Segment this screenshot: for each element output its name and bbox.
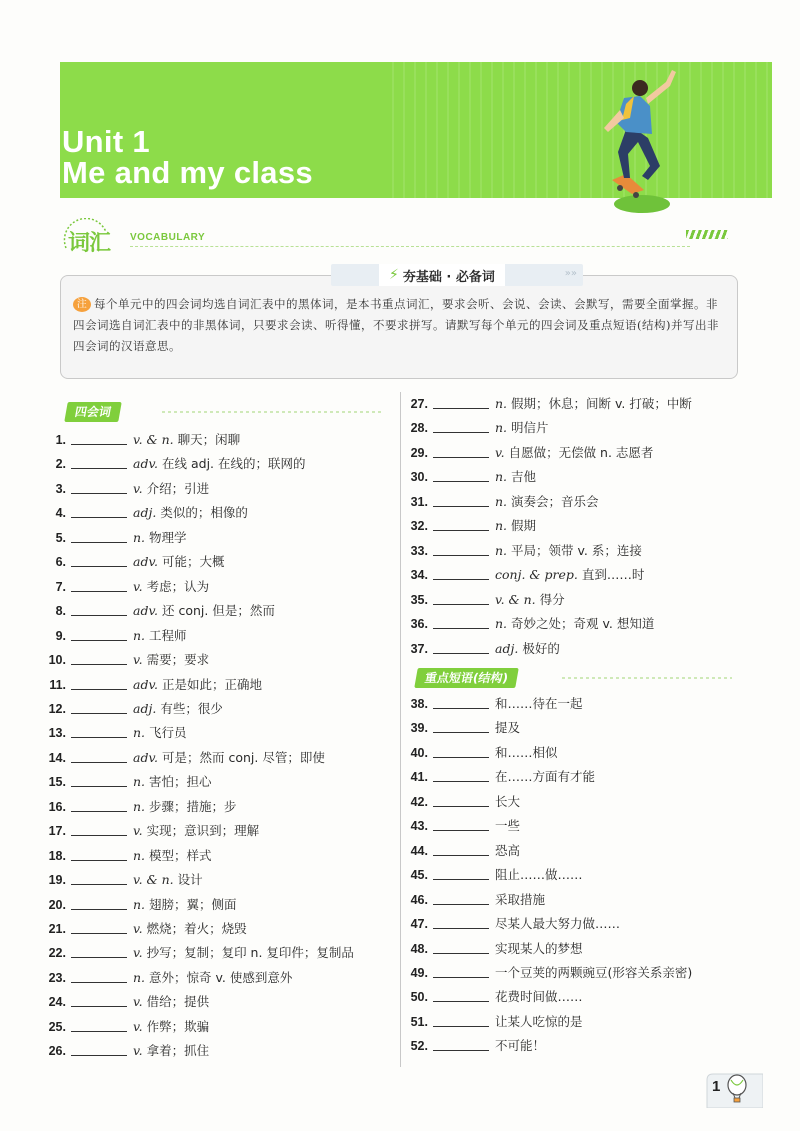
item-number: 15. (48, 775, 66, 790)
answer-blank[interactable] (71, 650, 127, 665)
answer-blank[interactable] (433, 963, 489, 978)
answer-blank[interactable] (433, 565, 489, 580)
item-number: 32. (410, 519, 428, 534)
vocab-item (40, 527, 187, 549)
item-number: 8. (55, 604, 66, 619)
phrase-item (402, 840, 520, 862)
section-tab-label-box (379, 264, 505, 286)
phrase-meaning: 恐高 (495, 842, 521, 858)
vocab-item (40, 942, 354, 964)
word-meaning: 实现；意识到；理解 (146, 823, 260, 839)
answer-blank[interactable] (433, 694, 489, 709)
item-number: 23. (48, 970, 66, 985)
part-of-speech: v. & n. (133, 432, 174, 447)
page-number: 1 (712, 1078, 721, 1095)
item-number: 19. (48, 873, 66, 888)
vocab-item (402, 589, 565, 611)
item-number: 39. (410, 721, 428, 736)
part-of-speech: adj. (133, 700, 157, 716)
answer-blank[interactable] (71, 772, 127, 787)
part-of-speech: v. (133, 994, 143, 1010)
answer-blank[interactable] (433, 841, 489, 856)
word-meaning: 作弊；欺骗 (146, 1018, 210, 1034)
section-tab-label: 夯基础 · 必备词 (402, 269, 495, 285)
phrase-item (402, 986, 583, 1008)
item-number: 29. (410, 445, 428, 460)
phrase-item (402, 815, 520, 837)
vocab-item (40, 796, 237, 818)
item-number: 14. (48, 750, 66, 765)
part-of-speech: conj. & prep. (495, 567, 578, 583)
item-number: 37. (410, 641, 428, 656)
answer-blank[interactable] (71, 1041, 127, 1056)
item-number: 41. (410, 770, 428, 785)
part-of-speech: v. (133, 1018, 143, 1034)
vocab-item (402, 638, 560, 660)
item-number: 11. (49, 677, 66, 692)
category-dash (562, 677, 732, 679)
item-number: 38. (410, 697, 428, 711)
vocab-item (40, 845, 212, 867)
item-number: 31. (410, 494, 428, 509)
item-number: 7. (55, 579, 66, 594)
answer-blank[interactable] (71, 601, 127, 616)
instruction-note-box (60, 267, 738, 379)
answer-blank[interactable] (433, 516, 489, 531)
answer-blank[interactable] (433, 614, 489, 629)
vocabulary-header (60, 218, 740, 260)
part-of-speech: v. (133, 921, 143, 936)
phrase-item (402, 693, 583, 715)
answer-blank[interactable] (433, 816, 489, 831)
answer-blank[interactable] (433, 865, 489, 880)
part-of-speech: n. (495, 518, 508, 534)
part-of-speech: n. (133, 529, 146, 545)
part-of-speech: v. (495, 444, 505, 460)
part-of-speech: v. (133, 578, 143, 594)
item-number: 5. (55, 530, 66, 545)
phrase-meaning: 花费时间做…… (495, 989, 583, 1005)
item-number: 25. (48, 1019, 66, 1034)
word-meaning: 类似的；相像的 (160, 505, 248, 521)
item-number: 4. (55, 506, 66, 521)
part-of-speech: v. & n. (495, 591, 536, 607)
part-of-speech: adv. (133, 603, 159, 619)
word-meaning: 演奏会；音乐会 (511, 493, 599, 509)
answer-blank[interactable] (433, 443, 489, 458)
vocab-item (402, 515, 536, 537)
item-number: 10. (48, 653, 66, 668)
phrase-item (402, 913, 620, 935)
part-of-speech: v. (133, 1043, 143, 1059)
vocab-item (402, 613, 654, 635)
answer-blank[interactable] (433, 718, 489, 733)
word-meaning: 害怕；担心 (149, 774, 212, 790)
word-meaning: 聊天；闲聊 (177, 432, 241, 447)
word-meaning: 拿着；抓住 (146, 1043, 210, 1059)
item-number: 17. (48, 824, 66, 839)
word-meaning: 工程师 (149, 627, 187, 643)
word-meaning: 步骤；措施；步 (149, 798, 237, 814)
phrase-item (402, 1011, 583, 1033)
part-of-speech: n. (133, 969, 146, 985)
vocab-item (40, 478, 209, 500)
vocab-item (40, 722, 187, 744)
item-number: 3. (55, 481, 66, 496)
word-meaning: 飞行员 (149, 725, 187, 741)
vocab-item (40, 894, 237, 916)
word-meaning: 吉他 (511, 469, 537, 485)
answer-blank[interactable] (71, 479, 127, 494)
item-number: 13. (48, 726, 66, 741)
phrase-meaning: 和……待在一起 (495, 696, 583, 711)
item-number: 51. (410, 1014, 428, 1029)
phrase-meaning: 让某人吃惊的是 (495, 1013, 583, 1029)
item-number: 24. (48, 995, 66, 1010)
word-meaning: 自愿做；无偿做 n. 志愿者 (508, 444, 654, 460)
phrase-item (402, 791, 520, 813)
item-number: 44. (410, 843, 428, 858)
word-meaning: 极好的 (522, 640, 560, 656)
part-of-speech: adv. (133, 676, 159, 692)
part-of-speech: adv. (133, 456, 159, 472)
section-title-cn: 词汇 (68, 231, 111, 256)
phrase-item (402, 938, 583, 960)
answer-blank[interactable] (71, 968, 127, 983)
part-of-speech: v. (133, 823, 143, 839)
word-meaning: 得分 (539, 591, 565, 607)
part-of-speech: n. (495, 616, 508, 632)
item-number: 16. (48, 799, 66, 814)
part-of-speech: n. (133, 798, 146, 814)
answer-blank[interactable] (433, 939, 489, 954)
answer-blank[interactable] (71, 454, 127, 469)
word-meaning: 需要；要求 (146, 652, 210, 668)
word-meaning: 燃烧；着火；烧毁 (146, 921, 247, 936)
answer-blank[interactable] (433, 890, 489, 905)
part-of-speech: n. (133, 627, 146, 643)
item-number: 47. (410, 917, 428, 932)
word-meaning: 考虑；认为 (146, 578, 210, 594)
part-of-speech: adj. (133, 505, 157, 521)
word-meaning: 翅膀；翼；侧面 (149, 896, 237, 912)
part-of-speech: n. (495, 420, 508, 436)
vocab-item (402, 564, 644, 586)
vocab-item (40, 1016, 209, 1038)
answer-blank[interactable] (71, 503, 127, 518)
item-number: 20. (48, 897, 66, 912)
header-stripes (686, 230, 728, 239)
vocab-item (40, 869, 203, 891)
vocab-item (402, 442, 653, 464)
part-of-speech: n. (495, 396, 508, 411)
category-label: 四会词 (64, 402, 122, 422)
item-number: 12. (48, 701, 66, 716)
answer-blank[interactable] (433, 743, 489, 758)
word-meaning: 意外；惊奇 v. 使感到意外 (149, 969, 293, 985)
word-meaning: 在线 adj. 在线的；联网的 (162, 456, 306, 472)
unit-subtitle: Me and my class (62, 155, 313, 190)
part-of-speech: n. (495, 542, 508, 558)
phrase-item (402, 766, 595, 788)
phrase-item (402, 717, 520, 739)
answer-blank[interactable] (433, 1036, 489, 1051)
note-icon: 注 (73, 297, 91, 312)
category-label: 重点短语(结构) (414, 668, 519, 688)
item-number: 21. (48, 922, 66, 936)
answer-blank[interactable] (433, 541, 489, 556)
item-number: 50. (410, 990, 428, 1005)
item-number: 27. (410, 397, 428, 411)
column-divider (400, 392, 401, 1067)
category-phrases (416, 668, 736, 688)
answer-blank[interactable] (71, 1017, 127, 1032)
word-meaning: 设计 (177, 872, 203, 888)
vocab-item (40, 967, 292, 989)
vocab-item (40, 625, 187, 647)
item-number: 42. (410, 794, 428, 809)
phrase-meaning: 在……方面有才能 (495, 769, 596, 785)
word-meaning: 假期；休息；间断 v. 打破；中断 (511, 396, 692, 411)
vocab-item (40, 747, 325, 769)
unit-number: Unit 1 (62, 124, 150, 159)
answer-blank[interactable] (71, 919, 127, 934)
instruction-text (73, 294, 723, 357)
item-number: 1. (55, 433, 66, 447)
answer-blank[interactable] (71, 699, 127, 714)
answer-blank[interactable] (71, 895, 127, 910)
vocab-item (402, 466, 536, 488)
vocab-item (40, 674, 262, 696)
word-meaning: 直到……时 (581, 567, 645, 583)
item-number: 6. (55, 555, 66, 570)
phrase-item (402, 742, 558, 764)
item-number: 33. (410, 543, 428, 558)
item-number: 34. (410, 568, 428, 583)
word-meaning: 正是如此；正确地 (162, 676, 263, 692)
word-meaning: 可是；然而 conj. 尽管；即使 (162, 749, 325, 765)
vocab-item (40, 429, 240, 451)
header-dashed-line (130, 246, 690, 248)
answer-blank[interactable] (433, 418, 489, 433)
word-meaning: 还 conj. 但是；然而 (162, 603, 275, 619)
item-number: 52. (410, 1039, 428, 1054)
chevrons-icon: »» (564, 268, 577, 279)
item-number: 22. (48, 946, 66, 961)
answer-blank[interactable] (71, 675, 127, 690)
vocab-item (40, 649, 209, 671)
section-tab (331, 264, 583, 286)
word-meaning: 假期 (511, 518, 537, 534)
item-number: 45. (410, 868, 428, 883)
vocab-item (402, 417, 549, 439)
word-meaning: 奇妙之处；奇观 v. 想知道 (511, 616, 655, 632)
part-of-speech: adv. (133, 749, 159, 765)
item-number: 40. (410, 745, 428, 760)
answer-blank[interactable] (71, 870, 127, 885)
vocab-item (40, 551, 225, 573)
phrase-meaning: 长大 (495, 793, 521, 809)
category-dash (162, 411, 382, 413)
answer-blank[interactable] (71, 430, 127, 445)
answer-blank[interactable] (71, 528, 127, 543)
word-meaning: 明信片 (511, 420, 549, 436)
phrase-meaning: 一个豆荚的两颗豌豆(形容关系亲密) (495, 964, 693, 980)
part-of-speech: n. (133, 847, 146, 863)
page-number-badge (703, 1072, 763, 1108)
skateboarder-illustration (570, 62, 720, 222)
phrase-meaning: 不可能！ (495, 1038, 546, 1054)
vocab-item (40, 698, 223, 720)
phrase-item (402, 864, 583, 886)
answer-blank[interactable] (433, 767, 489, 782)
phrase-meaning: 实现某人的梦想 (495, 940, 583, 956)
vocab-item (40, 820, 259, 842)
part-of-speech: v. (133, 652, 143, 668)
vocab-item (40, 576, 209, 598)
word-meaning: 有些；很少 (160, 700, 223, 716)
item-number: 9. (55, 628, 66, 643)
item-number: 28. (410, 421, 428, 436)
answer-blank[interactable] (71, 821, 127, 836)
vocab-item (402, 393, 692, 415)
answer-blank[interactable] (433, 639, 489, 654)
phrase-meaning: 采取措施 (495, 891, 546, 907)
item-number: 49. (410, 965, 428, 980)
word-meaning: 模型；样式 (149, 847, 212, 863)
vocab-item (402, 491, 599, 513)
answer-blank[interactable] (71, 577, 127, 592)
category-four-skill (66, 402, 386, 422)
answer-blank[interactable] (71, 552, 127, 567)
section-title-en: VOCABULARY (130, 232, 206, 243)
answer-blank[interactable] (433, 394, 489, 409)
item-number: 36. (410, 617, 428, 632)
item-number: 46. (410, 892, 428, 907)
word-meaning: 介绍；引进 (146, 480, 210, 496)
item-number: 26. (48, 1044, 66, 1059)
part-of-speech: adv. (133, 554, 159, 570)
vocab-item (40, 453, 306, 475)
part-of-speech: n. (133, 725, 146, 741)
answer-blank[interactable] (71, 846, 127, 861)
item-number: 35. (410, 592, 428, 607)
answer-blank[interactable] (433, 792, 489, 807)
answer-blank[interactable] (71, 943, 127, 958)
word-meaning: 物理学 (149, 529, 187, 545)
phrase-item (402, 962, 692, 984)
vocab-item (40, 1040, 209, 1062)
phrase-item (402, 889, 545, 911)
part-of-speech: n. (495, 493, 508, 509)
phrase-meaning: 和……相似 (495, 744, 558, 760)
phrase-meaning: 一些 (495, 818, 521, 834)
answer-blank[interactable] (71, 626, 127, 641)
phrase-meaning: 阻止……做…… (495, 867, 583, 883)
vocab-item (40, 918, 247, 940)
item-number: 30. (410, 470, 428, 485)
phrase-meaning: 尽某人最大努力做…… (495, 916, 621, 932)
instruction-body: 每个单元中的四会词均选自词汇表中的黑体词，是本书重点词汇，要求会听、会说、会读、会默写，需要全面掌握。非四会词选自词汇表中的非黑体词，只要求会读、听得懂，不要求拼写。请默写每个单元的四会词及重点短语(结构)并写出非四会词的汉语意思。 (73, 297, 719, 353)
item-number: 43. (410, 819, 428, 834)
answer-blank[interactable] (71, 748, 127, 763)
part-of-speech: v. (133, 480, 143, 496)
phrase-meaning: 提及 (495, 720, 521, 736)
vocab-item (40, 600, 275, 622)
vocab-item (40, 502, 248, 524)
word-meaning: 可能；大概 (162, 554, 225, 570)
vocab-item (40, 771, 212, 793)
item-number: 18. (48, 848, 66, 863)
item-number: 2. (55, 457, 66, 472)
answer-blank[interactable] (433, 1012, 489, 1027)
part-of-speech: v. (133, 945, 143, 961)
part-of-speech: n. (495, 469, 508, 485)
item-number: 48. (410, 941, 428, 956)
part-of-speech: n. (133, 896, 146, 912)
vocab-item (40, 991, 209, 1013)
part-of-speech: v. & n. (133, 872, 174, 888)
answer-blank[interactable] (433, 590, 489, 605)
part-of-speech: adj. (495, 640, 519, 656)
word-meaning: 平局；领带 v. 系；连接 (511, 542, 642, 558)
answer-blank[interactable] (71, 723, 127, 738)
phrase-item (402, 1035, 545, 1057)
answer-blank[interactable] (433, 467, 489, 482)
answer-blank[interactable] (433, 987, 489, 1002)
answer-blank[interactable] (433, 914, 489, 929)
vocab-item (402, 540, 642, 562)
answer-blank[interactable] (71, 797, 127, 812)
answer-blank[interactable] (433, 492, 489, 507)
unit-title (62, 126, 313, 188)
answer-blank[interactable] (71, 992, 127, 1007)
runner-icon: ⚡ (389, 267, 399, 283)
hot-air-balloon-icon (725, 1074, 749, 1104)
part-of-speech: n. (133, 774, 146, 790)
word-meaning: 抄写；复制；复印 n. 复印件；复制品 (146, 945, 354, 961)
word-meaning: 借给；提供 (146, 994, 210, 1010)
